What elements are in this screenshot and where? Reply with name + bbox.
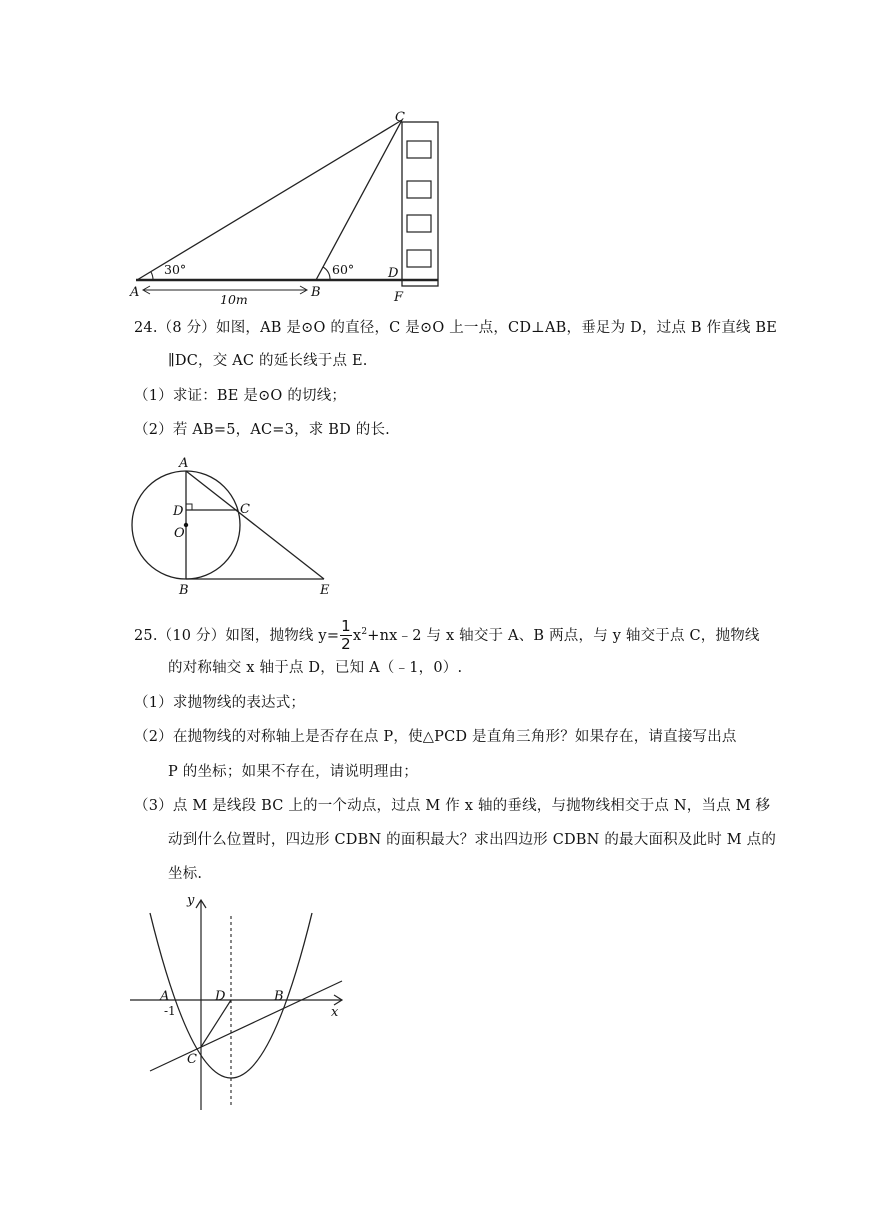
label-c: C	[240, 502, 250, 517]
label-a: A	[179, 456, 189, 471]
q25-part1: （1）求抛物线的表达式；	[134, 695, 306, 711]
fraction-numerator: 1	[341, 617, 351, 636]
label-e: E	[320, 583, 330, 598]
distance-label: 10m	[220, 292, 248, 307]
label-d: D	[388, 266, 399, 281]
q25-line1-exponent: 2	[361, 627, 368, 637]
angle-arc-b	[323, 267, 330, 280]
figure-parabola	[120, 888, 360, 1113]
segment-bc	[316, 120, 402, 280]
q25-part3-line1: （3）点 M 是线段 BC 上的一个动点，过点 M 作 x 轴的垂线，与抛物线相交于点 N，当点 M 移	[134, 798, 771, 814]
q24-part1: （1）求证：BE 是⊙O 的切线；	[134, 388, 347, 404]
line-bc	[150, 981, 342, 1071]
angle-label-a: 30°	[164, 262, 187, 277]
q25-part2-line1: （2）在抛物线的对称轴上是否存在点 P，使△PCD 是直角三角形？如果存在，请直接写出点	[134, 729, 737, 745]
label-d: D	[173, 504, 184, 519]
angle-label-b: 60°	[332, 262, 355, 277]
building-window	[407, 141, 431, 158]
label-x: x	[331, 1005, 339, 1020]
label-f: F	[394, 290, 404, 305]
label-c: C	[395, 110, 405, 125]
label-d: D	[215, 989, 226, 1004]
segment-ac	[137, 120, 402, 280]
building-window	[407, 181, 431, 198]
q25-line1-var: x	[352, 627, 362, 644]
label-a: A	[130, 285, 140, 300]
label-b: B	[179, 583, 189, 598]
building-window	[407, 250, 431, 267]
label-c: C	[187, 1052, 197, 1067]
q25-line2: 的对称轴交 x 轴于点 D，已知 A（﹣1，0）.	[168, 660, 463, 676]
q25-part3-line3: 坐标.	[168, 866, 203, 882]
figure-circle	[122, 452, 352, 600]
label-y: y	[187, 893, 195, 908]
q24-part2: （2）若 AB=5，AC=3，求 BD 的长.	[134, 422, 390, 438]
figure-elevation	[120, 105, 450, 305]
label-b: B	[274, 989, 284, 1004]
fraction-denominator: 2	[341, 635, 351, 654]
label-o: O	[174, 526, 185, 541]
q24-line2: ∥DC，交 AC 的延长线于点 E.	[168, 353, 368, 369]
q25-line1-end: +nx﹣2 与 x 轴交于 A、B 两点，与 y 轴交于点 C，抛物线	[367, 627, 760, 644]
q25-part2-line2: P 的坐标；如果不存在，请说明理由；	[168, 764, 418, 780]
label-a: A	[160, 989, 170, 1004]
label-b: B	[311, 285, 321, 300]
q25-part3-line2: 动到什么位置时，四边形 CDBN 的面积最大？求出四边形 CDBN 的最大面积及此时 M 点的	[168, 832, 777, 848]
segment-ae	[186, 471, 324, 579]
q25-line1-start: 25.（10 分）如图，抛物线 y=	[134, 627, 340, 644]
label-minus-one: -1	[164, 1004, 176, 1018]
q24-line1: 24.（8 分）如图，AB 是⊙O 的直径，C 是⊙O 上一点，CD⊥AB，垂足为 D，过点 B 作直线 BE	[134, 320, 778, 336]
building-window	[407, 215, 431, 232]
q25-line1	[134, 612, 760, 656]
right-angle-mark	[186, 504, 192, 510]
fraction-one-half	[340, 618, 352, 653]
